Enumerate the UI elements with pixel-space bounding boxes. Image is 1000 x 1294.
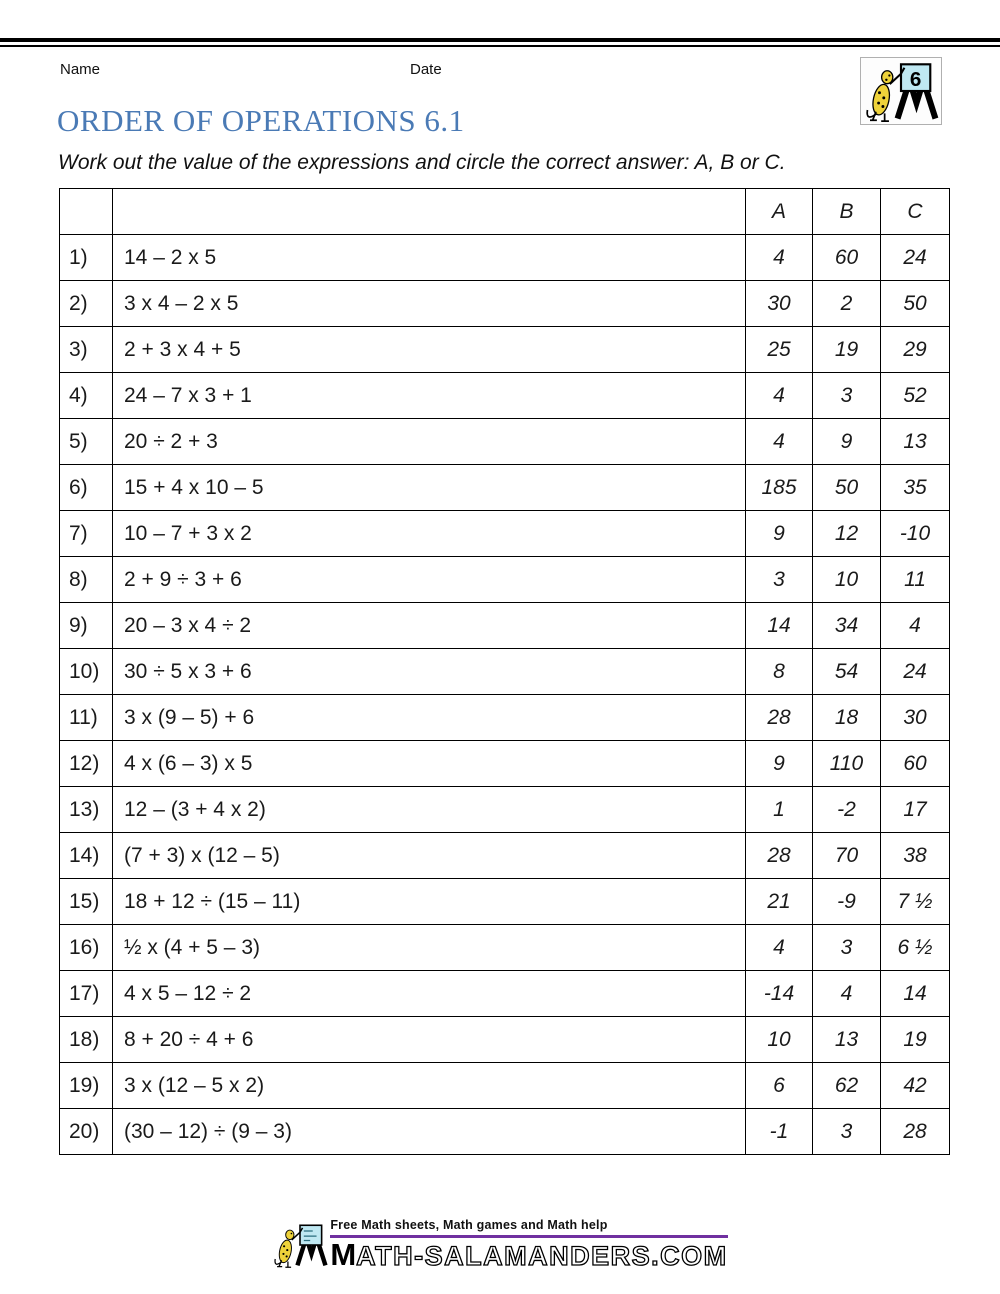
answer-b[interactable]: 19	[813, 327, 881, 373]
row-number: 9)	[60, 603, 113, 649]
row-number: 13)	[60, 787, 113, 833]
expression: 14 – 2 x 5	[113, 235, 746, 281]
answer-c[interactable]: 28	[881, 1109, 950, 1155]
row-number: 1)	[60, 235, 113, 281]
footer-tagline: Free Math sheets, Math games and Math help	[330, 1218, 608, 1232]
row-number: 18)	[60, 1017, 113, 1063]
table-row	[60, 833, 950, 879]
answer-a[interactable]: 1	[746, 787, 813, 833]
header-row	[60, 189, 950, 235]
col-header-b: B	[813, 189, 881, 235]
row-number: 8)	[60, 557, 113, 603]
purple-rule	[330, 1235, 727, 1238]
answer-a[interactable]: 10	[746, 1017, 813, 1063]
table-row	[60, 695, 950, 741]
answer-a[interactable]: -14	[746, 971, 813, 1017]
answer-a[interactable]: 28	[746, 695, 813, 741]
answer-b[interactable]: 110	[813, 741, 881, 787]
table-row	[60, 1109, 950, 1155]
row-number: 3)	[60, 327, 113, 373]
row-number: 6)	[60, 465, 113, 511]
table-row	[60, 925, 950, 971]
answer-b[interactable]: -2	[813, 787, 881, 833]
answer-c[interactable]: 19	[881, 1017, 950, 1063]
page-title: ORDER OF OPERATIONS 6.1	[57, 103, 465, 138]
answer-a[interactable]: 4	[746, 925, 813, 971]
answer-b[interactable]: 12	[813, 511, 881, 557]
footer-logo	[0, 1212, 1000, 1274]
answer-c[interactable]: 24	[881, 235, 950, 281]
date-label: Date	[410, 61, 442, 78]
table-row	[60, 419, 950, 465]
table-row	[60, 465, 950, 511]
row-number: 12)	[60, 741, 113, 787]
answer-b[interactable]: 3	[813, 925, 881, 971]
site-name-text: ATH-SALAMANDERS.COM	[356, 1241, 728, 1271]
expression: 30 ÷ 5 x 3 + 6	[113, 649, 746, 695]
answer-b[interactable]: -9	[813, 879, 881, 925]
answer-a[interactable]: 28	[746, 833, 813, 879]
salamander-easel-icon	[272, 1216, 328, 1274]
name-label: Name	[60, 61, 101, 78]
answer-a[interactable]: 9	[746, 741, 813, 787]
row-number: 10)	[60, 649, 113, 695]
answer-b[interactable]: 13	[813, 1017, 881, 1063]
answer-c[interactable]: 14	[881, 971, 950, 1017]
top-divider	[0, 38, 1000, 47]
grade-number: 6	[909, 67, 922, 91]
row-number: 19)	[60, 1063, 113, 1109]
answer-b[interactable]: 3	[813, 1109, 881, 1155]
answer-b[interactable]: 4	[813, 971, 881, 1017]
col-header-c: C	[881, 189, 950, 235]
answer-a[interactable]: 25	[746, 327, 813, 373]
table-row	[60, 879, 950, 925]
answer-b[interactable]: 70	[813, 833, 881, 879]
table-row	[60, 649, 950, 695]
site-m-icon: M	[330, 1237, 357, 1272]
table-row	[60, 511, 950, 557]
answer-a[interactable]: 4	[746, 419, 813, 465]
salamander-easel-icon	[863, 60, 939, 122]
answer-c[interactable]: 17	[881, 787, 950, 833]
answer-b[interactable]: 10	[813, 557, 881, 603]
table-row	[60, 741, 950, 787]
answer-c[interactable]: 38	[881, 833, 950, 879]
answer-a[interactable]: 4	[746, 373, 813, 419]
answer-a[interactable]: 3	[746, 557, 813, 603]
answer-a[interactable]: -1	[746, 1109, 813, 1155]
answer-a[interactable]: 21	[746, 879, 813, 925]
answer-a[interactable]: 9	[746, 511, 813, 557]
expression: 2 + 3 x 4 + 5	[113, 327, 746, 373]
answer-b[interactable]: 62	[813, 1063, 881, 1109]
answer-c[interactable]: 29	[881, 327, 950, 373]
row-number: 7)	[60, 511, 113, 557]
table-row	[60, 971, 950, 1017]
header-num-cell	[60, 189, 113, 235]
expression: ½ x (4 + 5 – 3)	[113, 925, 746, 971]
answer-c[interactable]: 60	[881, 741, 950, 787]
table-row	[60, 557, 950, 603]
answer-c[interactable]: 52	[881, 373, 950, 419]
site-name	[330, 1239, 727, 1272]
answer-b[interactable]: 54	[813, 649, 881, 695]
row-number: 15)	[60, 879, 113, 925]
answer-a[interactable]: 6	[746, 1063, 813, 1109]
header-expr-cell	[113, 189, 746, 235]
answer-c[interactable]: 13	[881, 419, 950, 465]
expression: (7 + 3) x (12 – 5)	[113, 833, 746, 879]
table-row	[60, 235, 950, 281]
expression: 18 + 12 ÷ (15 – 11)	[113, 879, 746, 925]
answer-c[interactable]: 50	[881, 281, 950, 327]
answer-c[interactable]: 35	[881, 465, 950, 511]
grade-badge	[860, 57, 942, 125]
expression: 20 ÷ 2 + 3	[113, 419, 746, 465]
expression: 15 + 4 x 10 – 5	[113, 465, 746, 511]
expression: 4 x 5 – 12 ÷ 2	[113, 971, 746, 1017]
answer-a[interactable]: 30	[746, 281, 813, 327]
answer-b[interactable]: 9	[813, 419, 881, 465]
expression: 12 – (3 + 4 x 2)	[113, 787, 746, 833]
instruction-text: Work out the value of the expressions and circle the correct answer: A, B or C.	[58, 151, 786, 174]
answer-b[interactable]: 34	[813, 603, 881, 649]
expression: 3 x (9 – 5) + 6	[113, 695, 746, 741]
answer-c[interactable]: 30	[881, 695, 950, 741]
expression: 2 + 9 ÷ 3 + 6	[113, 557, 746, 603]
row-number: 16)	[60, 925, 113, 971]
expression: 3 x (12 – 5 x 2)	[113, 1063, 746, 1109]
answer-a[interactable]: 4	[746, 235, 813, 281]
row-number: 20)	[60, 1109, 113, 1155]
table-row	[60, 1063, 950, 1109]
row-number: 2)	[60, 281, 113, 327]
answer-c[interactable]: -10	[881, 511, 950, 557]
table-row	[60, 603, 950, 649]
answer-b[interactable]: 60	[813, 235, 881, 281]
expression: 3 x 4 – 2 x 5	[113, 281, 746, 327]
answer-c[interactable]: 42	[881, 1063, 950, 1109]
table-row	[60, 373, 950, 419]
answer-b[interactable]: 50	[813, 465, 881, 511]
answer-a[interactable]: 185	[746, 465, 813, 511]
expression: 10 – 7 + 3 x 2	[113, 511, 746, 557]
worksheet-table	[59, 188, 950, 1155]
answer-a[interactable]: 14	[746, 603, 813, 649]
expression: 24 – 7 x 3 + 1	[113, 373, 746, 419]
answer-b[interactable]: 3	[813, 373, 881, 419]
row-number: 17)	[60, 971, 113, 1017]
table-row	[60, 327, 950, 373]
expression: (30 – 12) ÷ (9 – 3)	[113, 1109, 746, 1155]
worksheet-table-body	[60, 235, 950, 1155]
expression: 20 – 3 x 4 ÷ 2	[113, 603, 746, 649]
answer-b[interactable]: 18	[813, 695, 881, 741]
row-number: 14)	[60, 833, 113, 879]
answer-a[interactable]: 8	[746, 649, 813, 695]
answer-c[interactable]: 11	[881, 557, 950, 603]
table-row	[60, 1017, 950, 1063]
expression: 8 + 20 ÷ 4 + 6	[113, 1017, 746, 1063]
table-row	[60, 281, 950, 327]
row-number: 4)	[60, 373, 113, 419]
answer-c[interactable]: 4	[881, 603, 950, 649]
answer-c[interactable]: 6 ½	[881, 925, 950, 971]
answer-c[interactable]: 7 ½	[881, 879, 950, 925]
answer-c[interactable]: 24	[881, 649, 950, 695]
expression: 4 x (6 – 3) x 5	[113, 741, 746, 787]
row-number: 11)	[60, 695, 113, 741]
row-number: 5)	[60, 419, 113, 465]
table-row	[60, 787, 950, 833]
col-header-a: A	[746, 189, 813, 235]
answer-b[interactable]: 2	[813, 281, 881, 327]
